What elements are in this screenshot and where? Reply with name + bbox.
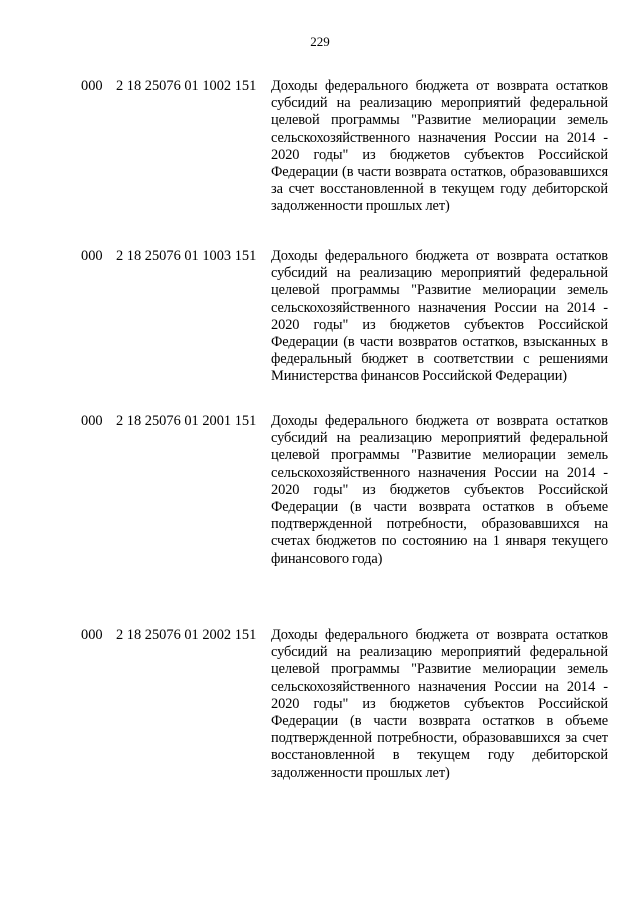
admin-code: 000 bbox=[81, 413, 103, 429]
budget-classification-code: 2 18 25076 01 2001 151 bbox=[116, 413, 257, 429]
entry-description: Доходы федерального бюджета от возврата остатков субсидий на реализацию мероприятий федеральной целевой программы "Развитие мелиорации земель сельскохозяйственного назначения России на 2014 - 2020 годы" из бюджетов субъектов Российской Федерации (в части возврата остатков в объеме подтвержденной потребности, образовавшихся за счет восстановленной в текущем году дебиторской задолженности прошлых лет) bbox=[271, 627, 608, 781]
budget-classification-code: 2 18 25076 01 1003 151 bbox=[116, 248, 257, 264]
admin-code: 000 bbox=[81, 78, 103, 94]
entry-description: Доходы федерального бюджета от возврата остатков субсидий на реализацию мероприятий федеральной целевой программы "Развитие мелиорации земель сельскохозяйственного назначения России на 2014 - 2020 годы" из бюджетов субъектов Российской Федерации (в части возвратов остатков, взысканных в федеральный бюджет в соответствии с решениями Министерства финансов Российской Федерации) bbox=[271, 248, 608, 385]
entry-description: Доходы федерального бюджета от возврата остатков субсидий на реализацию мероприятий федеральной целевой программы "Развитие мелиорации земель сельскохозяйственного назначения России на 2014 - 2020 годы" из бюджетов субъектов Российской Федерации (в части возврата остатков, образовавшихся за счет восстановленной в текущем году дебиторской задолженности прошлых лет) bbox=[271, 78, 608, 215]
entry-description: Доходы федерального бюджета от возврата остатков субсидий на реализацию мероприятий федеральной целевой программы "Развитие мелиорации земель сельскохозяйственного назначения России на 2014 - 2020 годы" из бюджетов субъектов Российской Федерации (в части возврата остатков в объеме подтвержденной потребности, образовавшихся на счетах бюджетов по состоянию на 1 января текущего финансового года) bbox=[271, 413, 608, 567]
admin-code: 000 bbox=[81, 248, 103, 264]
admin-code: 000 bbox=[81, 627, 103, 643]
page-number: 229 bbox=[310, 34, 330, 49]
budget-classification-code: 2 18 25076 01 1002 151 bbox=[116, 78, 257, 94]
budget-classification-code: 2 18 25076 01 2002 151 bbox=[116, 627, 257, 643]
